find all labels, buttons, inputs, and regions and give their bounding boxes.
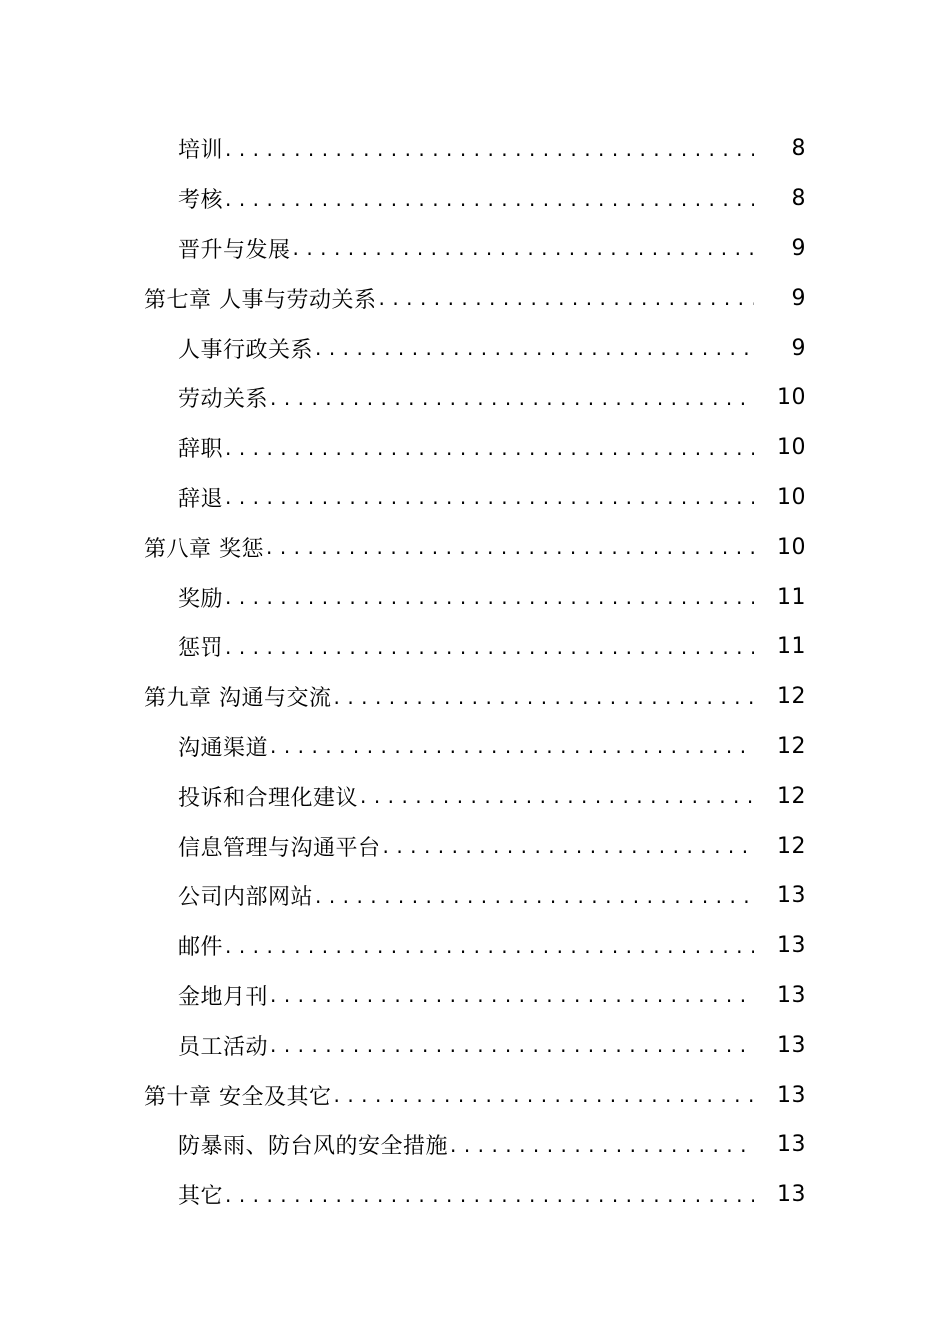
toc-entry-page: 13	[777, 1032, 806, 1058]
toc-chapter-entry[interactable]	[0, 672, 950, 722]
toc-entry-page: 13	[777, 1132, 806, 1158]
toc-entry-title: 辞退	[178, 486, 224, 512]
toc-entry[interactable]	[0, 921, 950, 971]
toc-entry-page: 8	[791, 136, 806, 162]
toc-entry[interactable]	[0, 572, 950, 622]
toc-entry-title: 金地月刊	[178, 984, 269, 1010]
toc-entry[interactable]	[0, 821, 950, 871]
toc-entry-title: 培训	[178, 138, 224, 164]
toc-dot-leader	[315, 337, 754, 359]
toc-dot-leader	[225, 586, 754, 608]
toc-entry[interactable]	[0, 1120, 950, 1170]
toc-dot-leader	[334, 1084, 755, 1106]
toc-entry-title: 投诉和合理化建议	[178, 785, 359, 811]
toc-chapter-title: 第八章 奖惩	[144, 536, 264, 562]
toc-dot-leader	[379, 287, 755, 309]
toc-entry[interactable]	[0, 224, 950, 274]
toc-dot-leader	[225, 636, 754, 658]
toc-entry-page: 8	[791, 186, 806, 212]
toc-dot-leader	[225, 188, 754, 210]
toc-entry-page: 13	[777, 883, 806, 909]
toc-entry-page: 11	[777, 584, 806, 610]
toc-entry-page: 12	[777, 833, 806, 859]
toc-entry-title: 辞职	[178, 437, 224, 463]
toc-dot-leader	[225, 1184, 754, 1206]
toc-entry[interactable]	[0, 622, 950, 672]
toc-entry-page: 9	[791, 285, 806, 311]
toc-dot-leader	[225, 437, 754, 459]
toc-dot-leader	[270, 387, 754, 409]
toc-dot-leader	[270, 1034, 754, 1056]
toc-entry[interactable]	[0, 473, 950, 523]
toc-dot-leader	[450, 1134, 754, 1156]
toc-chapter-entry[interactable]	[0, 1070, 950, 1120]
toc-entry[interactable]	[0, 1170, 950, 1220]
toc-entry[interactable]	[0, 423, 950, 473]
toc-dot-leader	[383, 835, 754, 857]
table-of-contents	[0, 124, 950, 1220]
toc-entry-title: 员工活动	[178, 1034, 269, 1060]
toc-chapter-title: 第十章 安全及其它	[144, 1084, 332, 1110]
toc-entry-page: 10	[777, 484, 806, 510]
toc-entry-title: 晋升与发展	[178, 237, 291, 263]
toc-entry-page: 12	[777, 733, 806, 759]
toc-dot-leader	[225, 486, 754, 508]
toc-chapter-title: 第七章 人事与劳动关系	[144, 287, 377, 313]
toc-entry-page: 13	[777, 933, 806, 959]
toc-entry-page: 10	[777, 534, 806, 560]
toc-entry[interactable]	[0, 174, 950, 224]
toc-entry[interactable]	[0, 124, 950, 174]
toc-entry-page: 10	[777, 435, 806, 461]
toc-dot-leader	[334, 686, 755, 708]
toc-entry-page: 10	[777, 385, 806, 411]
toc-entry-page: 13	[777, 1082, 806, 1108]
toc-dot-leader	[360, 785, 754, 807]
toc-entry-title: 人事行政关系	[178, 337, 314, 363]
toc-entry-title: 信息管理与沟通平台	[178, 835, 381, 861]
toc-entry[interactable]	[0, 722, 950, 772]
toc-entry-title: 奖励	[178, 586, 224, 612]
toc-entry-title: 邮件	[178, 935, 224, 961]
toc-dot-leader	[270, 984, 754, 1006]
toc-entry-page: 12	[777, 783, 806, 809]
toc-entry[interactable]	[0, 871, 950, 921]
toc-chapter-title: 第九章 沟通与交流	[144, 686, 332, 712]
toc-entry-title: 劳动关系	[178, 387, 269, 413]
toc-entry-title: 防暴雨、防台风的安全措施	[178, 1134, 449, 1160]
toc-entry-page: 9	[791, 335, 806, 361]
toc-entry-page: 9	[791, 235, 806, 261]
toc-entry-title: 其它	[178, 1184, 224, 1210]
toc-entry-page: 11	[777, 634, 806, 660]
toc-entry[interactable]	[0, 771, 950, 821]
toc-dot-leader	[225, 138, 754, 160]
toc-dot-leader	[266, 536, 754, 558]
toc-entry-title: 惩罚	[178, 636, 224, 662]
toc-entry-title: 公司内部网站	[178, 885, 314, 911]
toc-entry[interactable]	[0, 1020, 950, 1070]
toc-dot-leader	[225, 935, 754, 957]
toc-entry[interactable]	[0, 971, 950, 1021]
toc-entry[interactable]	[0, 323, 950, 373]
toc-entry[interactable]	[0, 373, 950, 423]
toc-entry-title: 考核	[178, 188, 224, 214]
toc-chapter-entry[interactable]	[0, 273, 950, 323]
toc-entry-page: 13	[777, 982, 806, 1008]
toc-dot-leader	[315, 885, 754, 907]
toc-chapter-entry[interactable]	[0, 522, 950, 572]
toc-entry-title: 沟通渠道	[178, 735, 269, 761]
toc-dot-leader	[270, 735, 754, 757]
toc-entry-page: 12	[777, 684, 806, 710]
toc-entry-page: 13	[777, 1182, 806, 1208]
toc-dot-leader	[293, 237, 754, 259]
